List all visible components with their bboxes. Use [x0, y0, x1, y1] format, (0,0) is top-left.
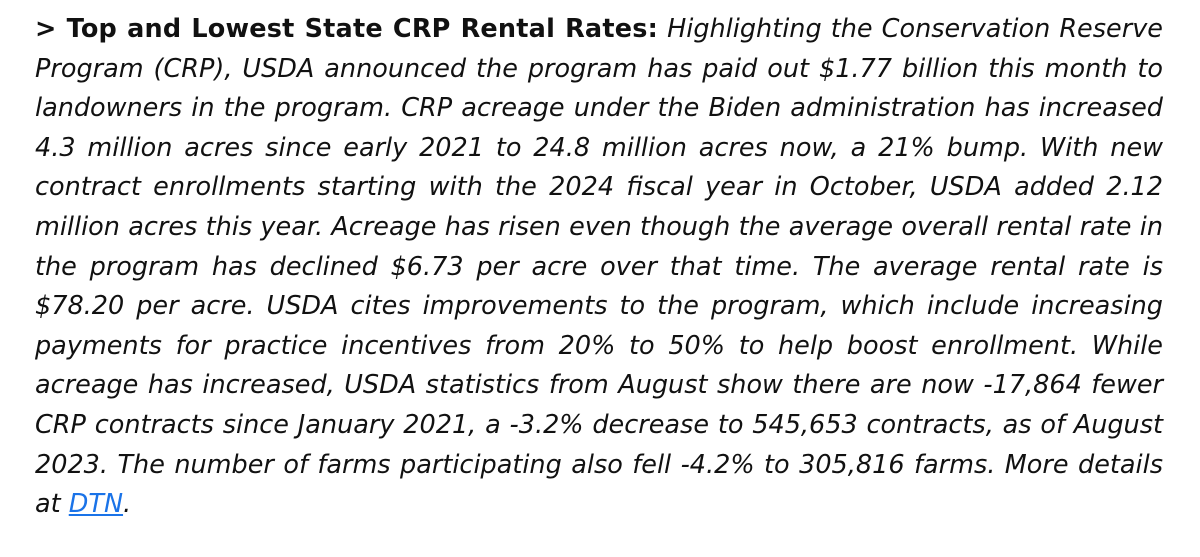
article-trailing-period: . — [123, 489, 132, 520]
article-heading: > Top and Lowest State CRP Rental Rates: — [35, 14, 658, 44]
article-body: Highlighting the Conservation Reserve Program (CRP), USDA announced the program has paid out $1.77 billion this month to landowners in the program. CRP acreage under the Biden administration has increased 4.3 million acres since early 2021 to 24.8 million acres now, a 21% bump. With new contract enrollments starting with the 2024 fiscal year in October, USDA added 2.12 million acres this year. Acreage has risen even though the average overall rental rate in the program has declined $6.73 per acre over that time. The average rental rate is $78.20 per acre. USDA cites improvements to the program, which include increasing payments for practice incentives from 20% to 50% to help boost enrollment. While acreage has increased, USDA statistics from August show there are now -17,864 fewer CRP contracts since January 2021, a -3.2% decrease to 545,653 contracts, as of August 2023. The number of farms participating also fell -4.2% to 305,816 farms. More details at — [35, 14, 1163, 520]
article-paragraph — [35, 10, 1163, 525]
dtn-link[interactable]: DTN — [68, 489, 124, 520]
